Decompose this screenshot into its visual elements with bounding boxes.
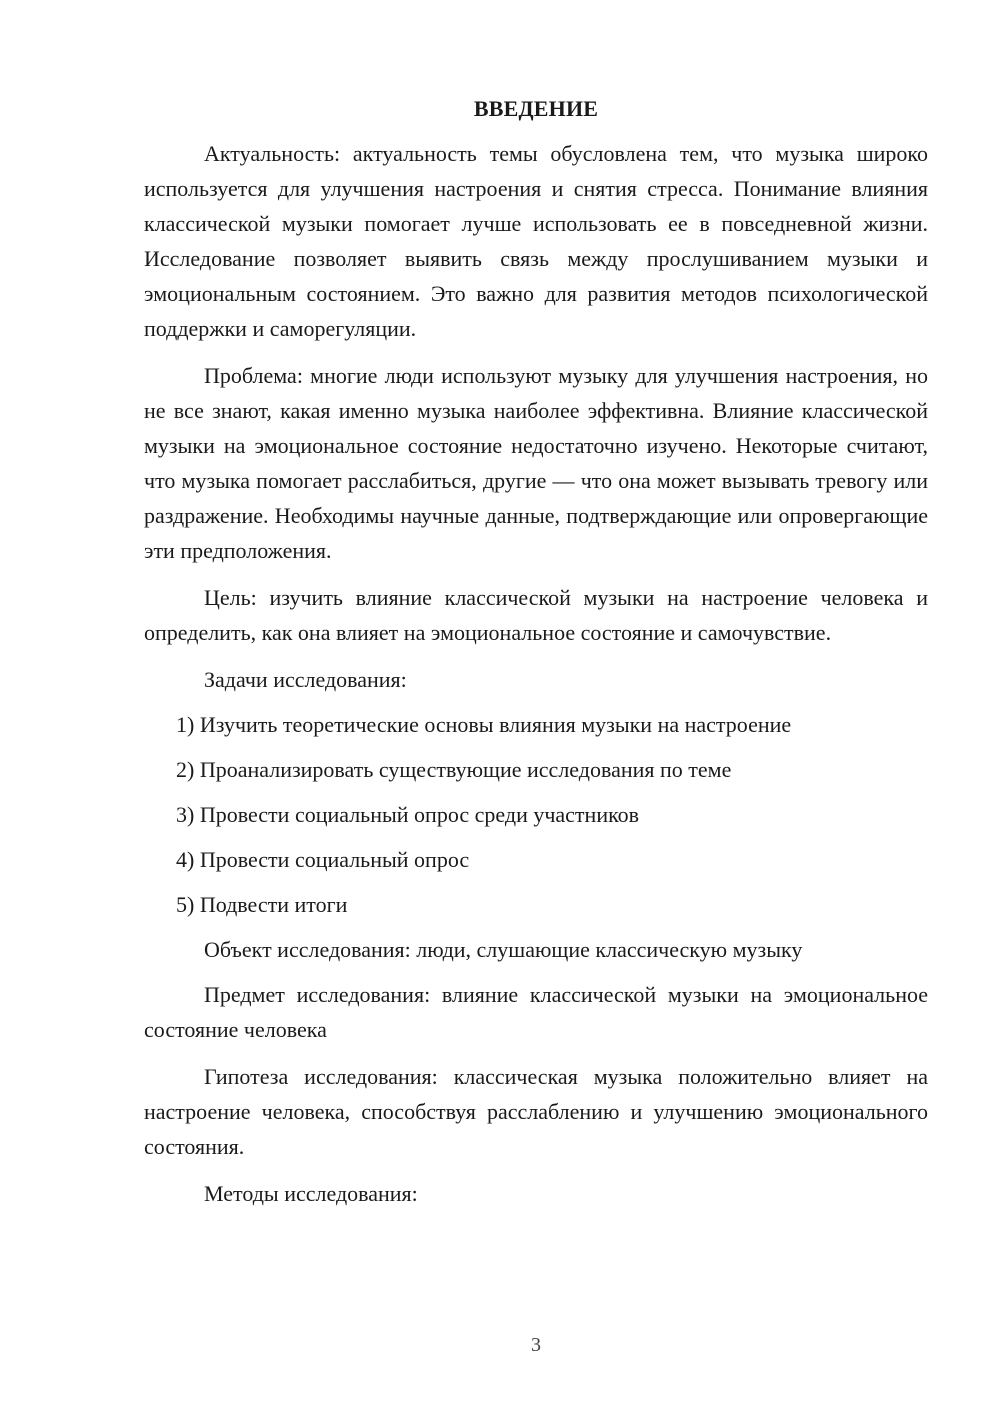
hypothesis-paragraph: Гипотеза исследования: классическая музыка положительно влияет на настроение человека, способствуя расслаблению и улучшению эмоционального состояния. xyxy=(144,1064,928,1159)
relevance-paragraph: Актуальность: актуальность темы обусловлена тем, что музыка широко используется для улучшения настроения и снятия стресса. Понимание влияния классической музыки помогает лучше использовать ее в повседневной жизни. Исследование позволяет выявить связь между прослушиванием музыки и эмоциональным состоянием. Это важно для развития методов психологической поддержки и саморегуляции. xyxy=(144,141,928,341)
problem-paragraph: Проблема: многие люди используют музыку для улучшения настроения, но не все знают, какая именно музыка наиболее эффективна. Влияние классической музыки на эмоциональное состояние недостаточно изучено. Некоторые считают, что музыка помогает расслабиться, другие — что она может вызывать тревогу или раздражение. Необходимы научные данные, подтверждающие или опровергающие эти предположения. xyxy=(144,363,928,563)
page-heading: ВВЕДЕНИЕ xyxy=(473,96,599,121)
task-item: 3) Провести социальный опрос среди участников xyxy=(176,802,640,827)
task-item: 5) Подвести итоги xyxy=(176,892,348,917)
tasks-heading: Задачи исследования: xyxy=(204,667,407,692)
task-list xyxy=(144,707,928,922)
task-item: 4) Провести социальный опрос xyxy=(176,847,470,872)
object-paragraph: Объект исследования: люди, слушающие классическую музыку xyxy=(204,937,803,962)
goal-paragraph: Цель: изучить влияние классической музыки на настроение человека и определить, как она влияет на эмоциональное состояние и самочувствие. xyxy=(144,585,928,645)
task-item: 1) Изучить теоретические основы влияния музыки на настроение xyxy=(176,712,792,737)
subject-paragraph: Предмет исследования: влияние классической музыки на эмоциональное состояние человека xyxy=(144,982,928,1042)
page-number: 3 xyxy=(531,1334,541,1356)
page-content xyxy=(144,92,928,1221)
methods-heading: Методы исследования: xyxy=(204,1181,418,1206)
task-item: 2) Проанализировать существующие исследования по теме xyxy=(176,757,732,782)
